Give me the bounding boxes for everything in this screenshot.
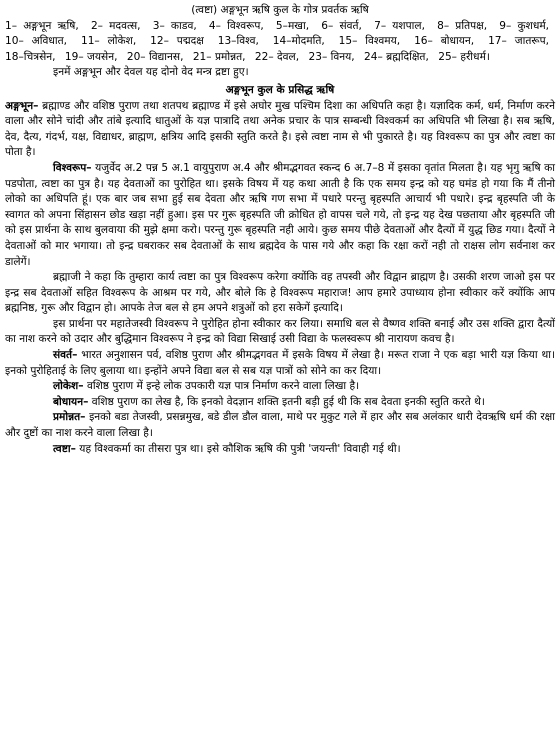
term-samvart: संवर्त– [53,349,78,362]
term-angabhun: अङ्गभून– [5,99,39,112]
gotra-list-item: 15– विश्वमय, [338,35,401,48]
term-lokesh: लोकेश– [53,380,84,393]
gotra-list-item: 12– पद्मदक्ष [150,35,204,48]
paragraph-samvart-text: भारत अनुशासन पर्व, वशिष्ठ पुराण और श्रीमद्भगवत में इसके विषय में लेखा है। मरूत राजा ने एक बड़ा भारी यज्ञ किया था। इनको पुरोहिताई के लिए बुलाया था। इन्होंने अपने विद्या बल से सब यज्ञ पात्रों को सोने का कर दिया। [5,349,555,377]
gotra-list-item: 10– अविधात, [5,35,68,48]
gotra-list-item: 13–विश्व, [217,35,259,48]
paragraph-vishwaroop-text: यजुर्वेद अ.2 पन्न 5 अ.1 वायुपुराण अ.4 और श्रीमद्भगवत स्कन्द 6 अ.7–8 में इसका वृतांत मिलता है। यह भृगु ऋषि का पडपोता, त्वष्टा का पुत्र है। यह देवताओं का पुरोहित था। इसके विषय में यह कथा आती है कि एक समय इन्द्र को यह घमंड हो गया कि मैं तीनो लोको का अधिपति हूं। एक बार जब सभा हुई सब देवता और ऋषि गण सभा में पधारे परन्तु बृहस्पति आचार्य भी पधारे। इन्द्र बृहस्पति जी के स्वागत को अपना सिंहासन छोड खड़ा नहीं हुआ। इस पर गुरू बृहस्पति जी क्रोधित हो वापस चले गये, तो इन्द्र यह देख पछताया और बृहस्पति जी को इस प्रार्थना के साथ बुलवाया की मुझे क्षमा करो। परन्तु गुरू बृहस्पति नही आये। कुछ समय पीछे देवताओं और दैत्यों में युद्ध छिड गया। दैत्यों ने देवताओं को मार भगाया। तो इन्द्र घबराकर सब देवताओं के साथ ब्रह्मदेव के पास गये और कहा कि रक्षा करों नही तो राक्षस लोग सर्वनाश कर डालेगें। [5,161,555,268]
gotra-list-item: 11– लोकेश, [80,35,137,48]
paragraph-pramonnat-text: इनको बडा तेजस्वी, प्रसन्नमुख, बडे डील डौल वाला, माथे पर मुकुट गले में हार और सब अलंकार धारी देवऋषि धर्म की रक्षा और दुष्टों का नाश करने वाला लिखा है। [5,411,555,440]
gotra-list-item: 14–मोदमति, [272,35,325,48]
section-title: अङ्गभून कुल के प्रसिद्ध ऋषि [225,83,335,96]
paragraph-vishwaroop [5,161,555,270]
gotra-list [5,19,555,66]
gotra-list-item: 25– हरीधर्म। [438,50,490,63]
gotra-list-item: 6– संवर्त, [321,19,362,32]
gotra-list-item: 22– देवल, [254,50,300,63]
paragraph-lokesh-text: वशिष्ठ पुराण में इन्हे लोक उपकारी यज्ञ पात्र निर्माण करने वाला लिखा है। [83,380,360,393]
gotra-list-item: 8– प्रतिपक्ष, [437,19,488,32]
gotra-list-item: 1– अङ्गभून ऋषि, [5,19,79,32]
paragraph-prarthana: इस प्रार्थना पर महातेजस्वी विश्वरूप ने पुरोहित होना स्वीकार कर लिया। समाधि बल से वैष्णव शक्ति बनाई और उस शक्ति द्वारा दैत्यों का नाश करने को उदार और बुद्धिमान विश्वरूप ने इन्द्र को विद्या सिखाई उसी विद्या के फलस्वरूप श्री नारायण कवच है। [5,317,555,346]
gotra-list-item: 23– विनय, [308,50,355,63]
intro-note: इनमें अङ्गभून और देवल यह दोनो वेद मन्त्र द्रष्टा हुए। [53,66,249,79]
paragraph-pramonnat [5,410,555,441]
paragraph-tvashta [5,442,555,458]
gotra-list-item: 17– जातरूप, [488,35,549,48]
gotra-list-item: 24– ब्रह्मदिक्षित, [364,50,429,63]
gotra-list-item: 3– काडव, [152,19,197,32]
gotra-list-item: 16– बोधायन, [414,35,475,48]
paragraph-angabhun-text: ब्रह्माण्ड और वशिष्ठ पुराण तथा शतपथ ब्रह्माण्ड में इसे अघोर मुख पश्चिम दिशा का अधिपति कहा है। यज्ञादिक कर्म, धर्म, निर्माण करने वाला और सोने चांदी और तांबे इत्यादि धातुओं के यज्ञ पात्रादि तथा अनेक प्रचार के पात्र सम्बन्धी विश्वकर्म का अधिपति भी लिखा है। सब ऋषि, देव, दैत्य, गंदर्भ, यक्ष, विद्याधर, ब्राह्मण, क्षत्रिय आदि इसकी स्तुति करते है। इसे त्वष्टा नाम से भी पुकारते है। यह विश्वरूप का पुत्र और त्वष्टा का पोता है। [5,99,555,159]
term-pramonnat: प्रमोन्नत– [53,411,86,424]
gotra-list-item: 19– जयसेन, [64,50,118,63]
paragraph-bodhayan [5,395,555,411]
paragraph-bodhayan-text: वशिष्ठ पुराण का लेख है, कि इनको वेदज्ञान शक्ति इतनी बड़ी हुई थी कि सब देवता इनकी स्तुति करते थे। [88,395,485,408]
gotra-list-item: 18–चित्रसेन, [5,50,56,63]
term-tvashta: त्वष्टा– [53,442,76,455]
term-vishwaroop: विश्वरूप– [53,161,92,174]
gotra-list-item: 21– प्रमोन्नत, [192,50,246,63]
paragraph-brahmaji: ब्रह्माजी ने कहा कि तुम्हारा कार्य त्वष्टा का पुत्र विश्वरूप करेगा क्योंकि वह तपस्वी और विद्वान ब्राह्मण है। उसकी शरण जाओ इस पर इन्द्र सब देवताओं सहित विश्वरूप के आश्रम पर गये, और बोले कि हे विश्वरूप महाराज! आप हमारे उपाध्याय होना स्वीकार करें क्योंकि आप ब्रह्मनिष्ठ, गुरू और विद्वान हो। आपके तेज बल से हम अपने शत्रुओं को हरा सकेगें इत्यादि। [5,271,555,315]
paragraph-angabhun [5,99,555,161]
page-title: (त्वष्टा) अङ्गभून ऋषि कुल के गोत्र प्रवर्तक ऋषि [191,4,369,16]
paragraph-samvart [5,348,555,379]
paragraph-lokesh [5,379,555,395]
term-bodhayan: बोधायन– [53,395,89,408]
gotra-list-item: 5–मखा, [275,19,310,32]
gotra-list-item: 9– कुशधर्म, [499,19,550,32]
gotra-list-item: 4– विश्वरूप, [208,19,264,32]
gotra-list-item: 20– विद्यानस, [126,50,184,63]
gotra-list-item: 7– यशपाल, [374,19,425,32]
gotra-list-item: 2– मदवत्स, [90,19,141,32]
paragraph-tvashta-text: यह विश्वकर्मा का तीसरा पुत्र था। इसे कौशिक ऋषि की पुत्री 'जयन्ती' विवाही गई थी। [75,442,401,455]
